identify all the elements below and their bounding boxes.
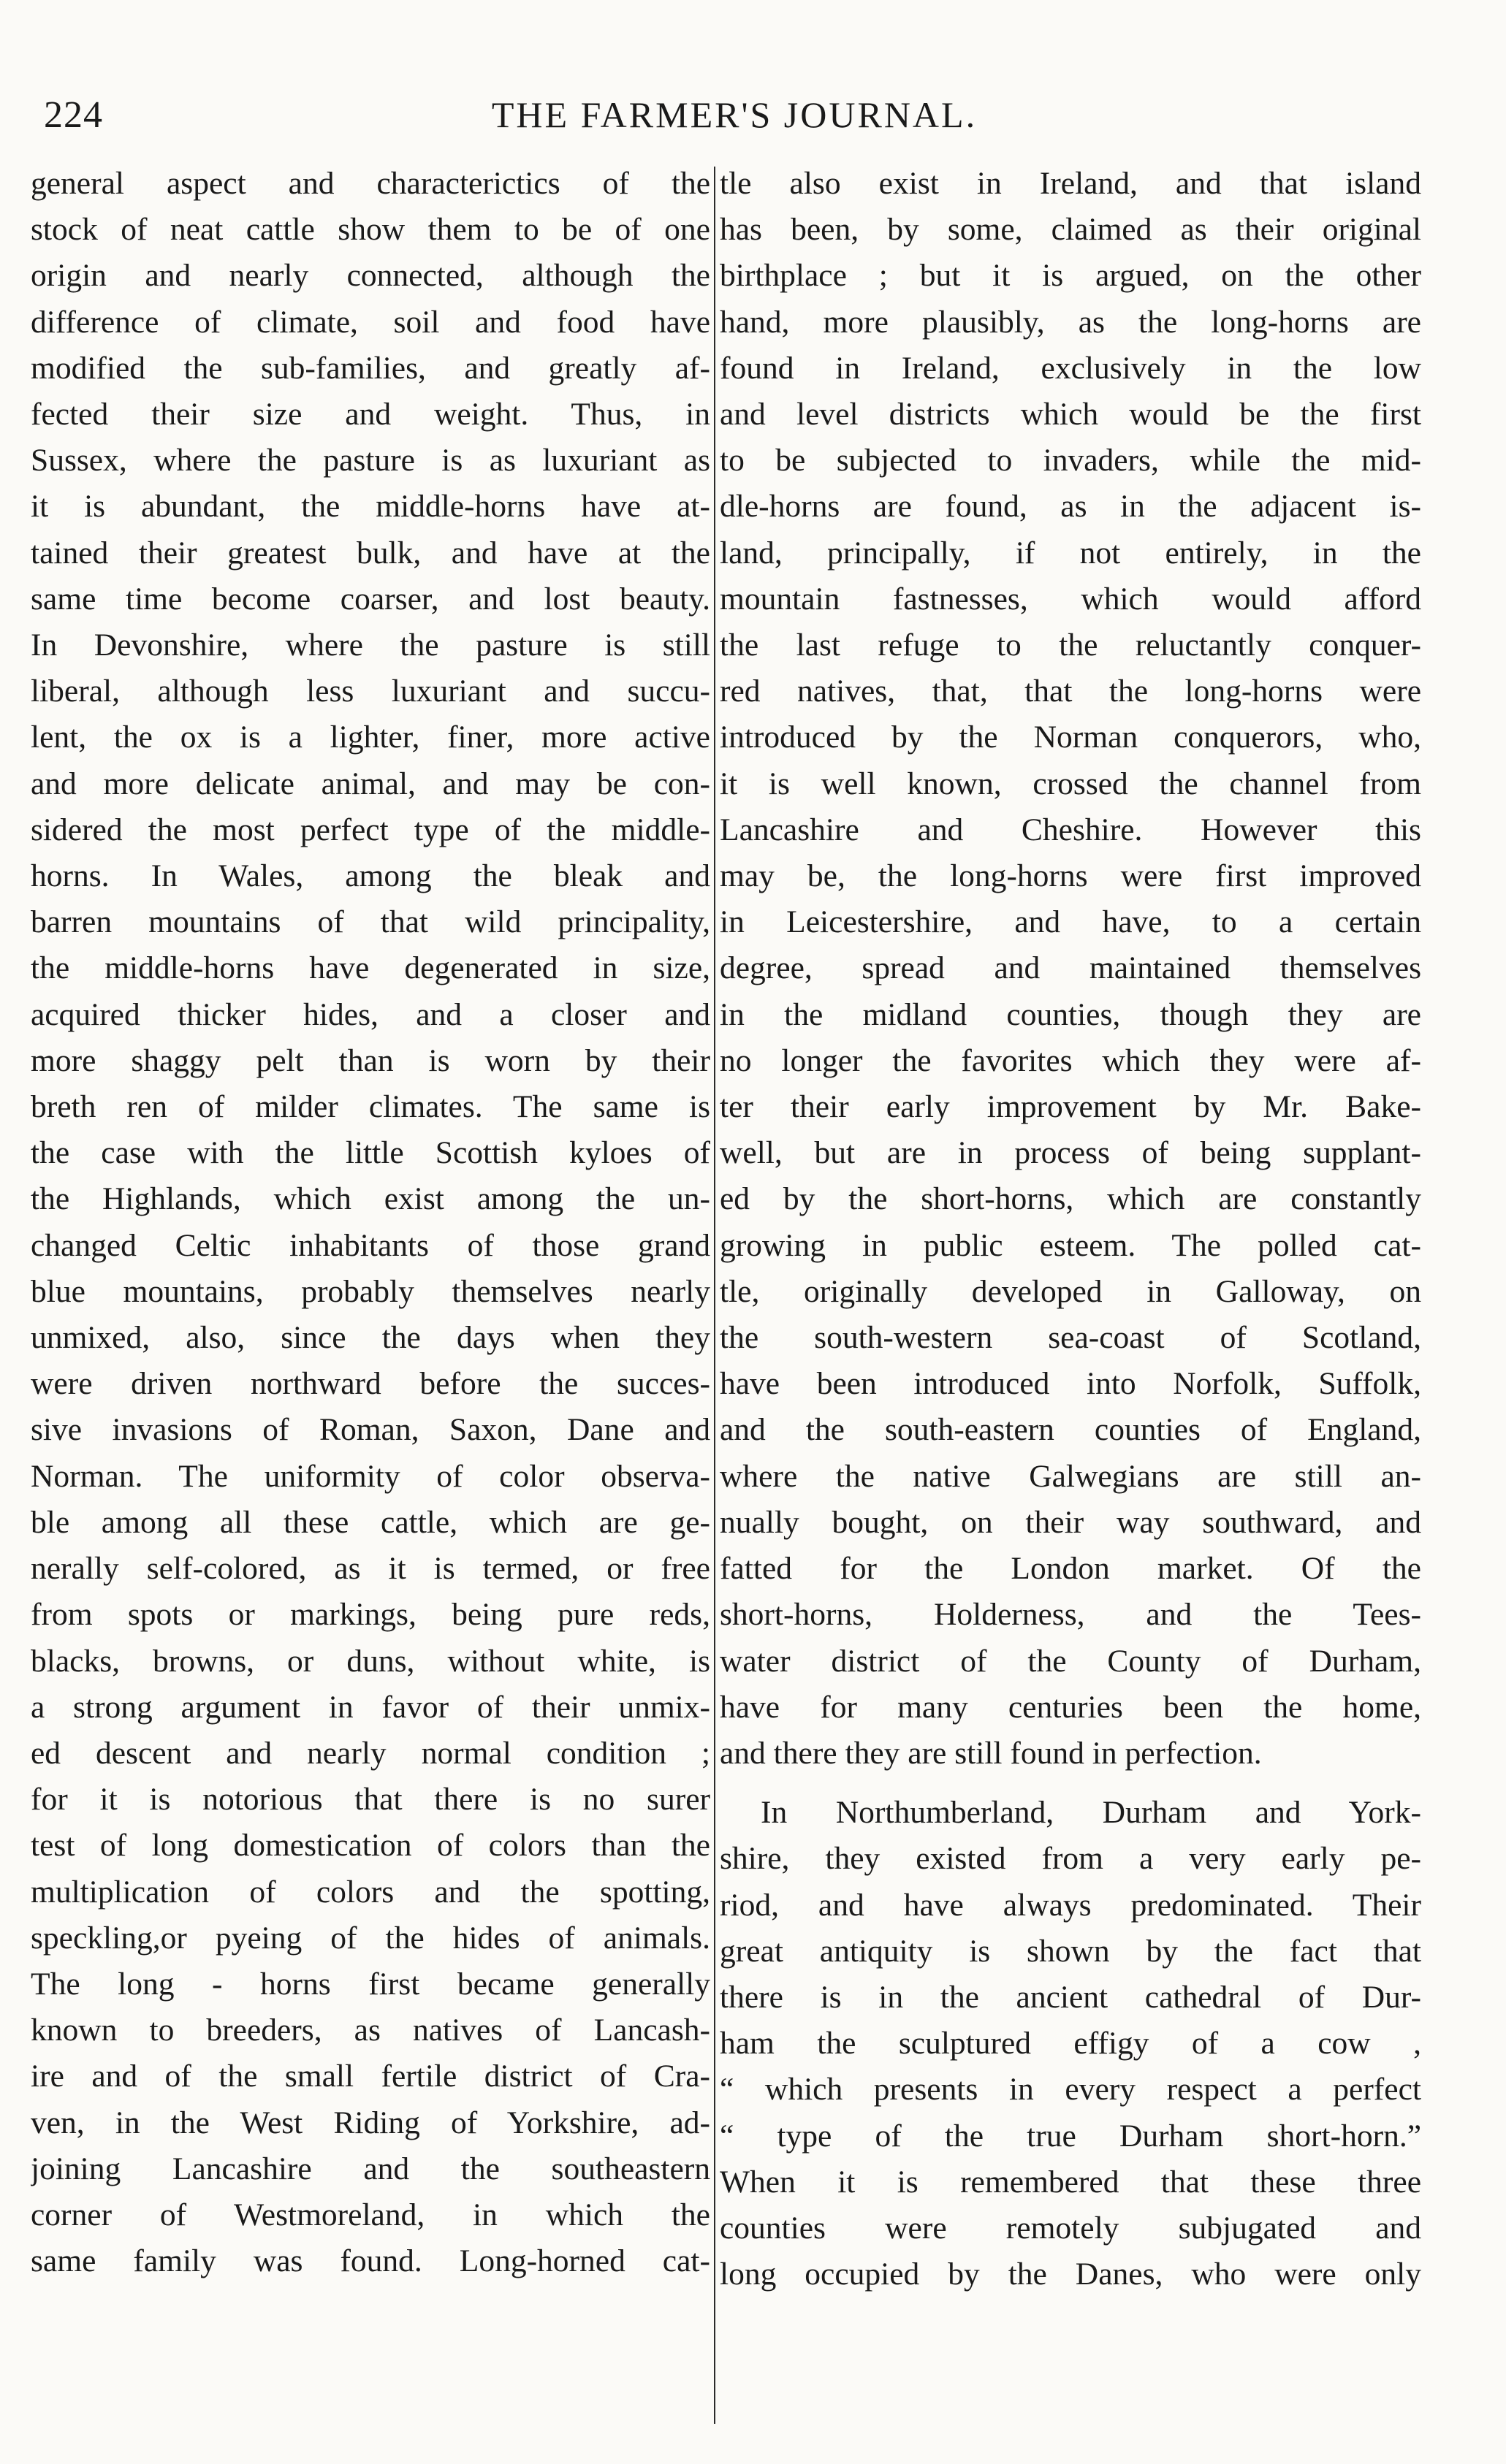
text-line: and the south-eastern counties of England, [720, 1412, 1421, 1448]
text-line: test of long domestication of colors than the [31, 1828, 710, 1864]
text-line: were driven northward before the succes- [31, 1366, 710, 1402]
text-line: Norman. The uniformity of color observa- [31, 1458, 710, 1494]
text-line: no longer the favorites which they were af- [720, 1042, 1421, 1078]
text-line: growing in public esteem. The polled cat- [720, 1227, 1421, 1263]
text-line: sive invasions of Roman, Saxon, Dane and [31, 1412, 710, 1448]
text-line: in Leicestershire, and have, to a certain [720, 904, 1421, 940]
text-line: a strong argument in favor of their unmix- [31, 1689, 710, 1725]
text-line: fatted for the London market. Of the [720, 1551, 1421, 1587]
text-line: In Northumberland, Durham and York- [761, 1795, 1421, 1831]
text-line: liberal, although less luxuriant and succu- [31, 674, 710, 709]
text-line: the south-western sea-coast of Scotland, [720, 1320, 1421, 1356]
text-line: corner of Westmoreland, in which the [31, 2197, 710, 2232]
text-line: red natives, that, that the long-horns were [720, 674, 1421, 709]
text-line: mountain fastnesses, which would afford [720, 581, 1421, 617]
text-line: modified the sub-families, and greatly af- [31, 350, 710, 386]
text-line: unmixed, also, since the days when they [31, 1320, 710, 1356]
text-line: more shaggy pelt than is worn by their [31, 1042, 710, 1078]
text-line: the middle-horns have degenerated in size, [31, 950, 710, 986]
text-line: land, principally, if not entirely, in the [720, 535, 1421, 571]
paragraph-gap [720, 1777, 1421, 1790]
text-line: short-horns, Holderness, and the Tees- [720, 1597, 1421, 1633]
right-column [720, 161, 1421, 2440]
text-line: ed descent and nearly normal condition ; [31, 1735, 710, 1771]
text-line: counties were remotely subjugated and [720, 2210, 1421, 2246]
text-line: “ which presents in every respect a perfect [720, 2072, 1421, 2108]
text-line: nually bought, on their way southward, and [720, 1504, 1421, 1540]
text-line: multiplication of colors and the spotting, [31, 1874, 710, 1910]
text-line: same family was found. Long-horned cat- [31, 2243, 710, 2279]
text-line: from spots or markings, being pure reds, [31, 1597, 710, 1633]
text-line: degree, spread and maintained themselves [720, 950, 1421, 986]
text-line: hand, more plausibly, as the long-horns are [720, 304, 1421, 340]
text-line: there is in the ancient cathedral of Dur- [720, 1979, 1421, 2015]
text-line: horns. In Wales, among the bleak and [31, 858, 710, 894]
text-line: ven, in the West Riding of Yorkshire, ad- [31, 2105, 710, 2140]
text-line: known to breeders, as natives of Lancash- [31, 2013, 710, 2048]
text-line: “ type of the true Durham short-horn.” [720, 2118, 1421, 2154]
text-line: has been, by some, claimed as their original [720, 212, 1421, 248]
text-line: water district of the County of Durham, [720, 1643, 1421, 1679]
text-line: lent, the ox is a lighter, finer, more active [31, 720, 710, 755]
text-line: tle also exist in Ireland, and that island [720, 166, 1421, 201]
text-line: to be subjected to invaders, while the mid- [720, 443, 1421, 478]
text-line: Lancashire and Cheshire. However this [720, 812, 1421, 847]
text-line: dle-horns are found, as in the adjacent is- [720, 489, 1421, 525]
text-line: The long - horns first became generally [31, 1966, 710, 2002]
text-line: sidered the most perfect type of the middle- [31, 812, 710, 847]
text-line: riod, and have always predominated. Their [720, 1887, 1421, 1923]
text-line: When it is remembered that these three [720, 2164, 1421, 2200]
text-line: fected their size and weight. Thus, in [31, 397, 710, 432]
text-line: the last refuge to the reluctantly conquer- [720, 628, 1421, 663]
text-line: have for many centuries been the home, [720, 1689, 1421, 1725]
text-line: ble among all these cattle, which are ge- [31, 1504, 710, 1540]
text-line: for it is notorious that there is no surer [31, 1782, 710, 1818]
column-divider [714, 167, 715, 2424]
text-line: joining Lancashire and the southeastern [31, 2151, 710, 2186]
text-line: origin and nearly connected, although the [31, 258, 710, 294]
text-line: general aspect and characterictics of the [31, 166, 710, 201]
text-line: acquired thicker hides, and a closer and [31, 996, 710, 1032]
text-line: shire, they existed from a very early pe- [720, 1841, 1421, 1877]
text-line: introduced by the Norman conquerors, who, [720, 720, 1421, 755]
text-line: blacks, browns, or duns, without white, is [31, 1643, 710, 1679]
text-line: tained their greatest bulk, and have at the [31, 535, 710, 571]
text-line: ed by the short-horns, which are constantly [720, 1181, 1421, 1217]
text-line: and level districts which would be the first [720, 397, 1421, 432]
text-line: difference of climate, soil and food have [31, 304, 710, 340]
text-line: breth ren of milder climates. The same is [31, 1089, 710, 1125]
text-line: it is well known, crossed the channel from [720, 766, 1421, 801]
text-line: ham the sculptured effigy of a cow , [720, 2026, 1421, 2061]
text-line: ter their early improvement by Mr. Bake- [720, 1089, 1421, 1125]
text-line: barren mountains of that wild principality, [31, 904, 710, 940]
text-line: found in Ireland, exclusively in the low [720, 350, 1421, 386]
text-line: the case with the little Scottish kyloes of [31, 1135, 710, 1171]
text-line: blue mountains, probably themselves nearly [31, 1273, 710, 1309]
text-line: in the midland counties, though they are [720, 996, 1421, 1032]
text-line: changed Celtic inhabitants of those grand [31, 1227, 710, 1263]
text-line: well, but are in process of being supplant- [720, 1135, 1421, 1171]
text-line: tle, originally developed in Galloway, on [720, 1273, 1421, 1309]
text-line: ire and of the small fertile district of Cra- [31, 2059, 710, 2094]
text-line: same time become coarser, and lost beauty. [31, 581, 710, 617]
text-line: stock of neat cattle show them to be of one [31, 212, 710, 248]
text-line: where the native Galwegians are still an- [720, 1458, 1421, 1494]
text-line: speckling,or pyeing of the hides of animals. [31, 1920, 710, 1956]
journal-title: THE FARMER'S JOURNAL. [491, 94, 978, 135]
text-line: may be, the long-horns were first improved [720, 858, 1421, 894]
text-line: and there they are still found in perfection. [720, 1735, 1262, 1771]
running-head [44, 94, 1425, 145]
page-number: 224 [44, 94, 103, 136]
left-column [31, 161, 710, 2440]
text-line: and more delicate animal, and may be con- [31, 766, 710, 801]
text-line: Sussex, where the pasture is as luxuriant as [31, 443, 710, 478]
text-line: birthplace ; but it is argued, on the other [720, 258, 1421, 294]
text-line: it is abundant, the middle-horns have at- [31, 489, 710, 525]
text-line: nerally self-colored, as it is termed, or free [31, 1551, 710, 1587]
text-line: In Devonshire, where the pasture is still [31, 628, 710, 663]
text-line: great antiquity is shown by the fact that [720, 1933, 1421, 1969]
text-line: have been introduced into Norfolk, Suffolk, [720, 1366, 1421, 1402]
text-line: the Highlands, which exist among the un- [31, 1181, 710, 1217]
text-line: long occupied by the Danes, who were only [720, 2257, 1421, 2292]
